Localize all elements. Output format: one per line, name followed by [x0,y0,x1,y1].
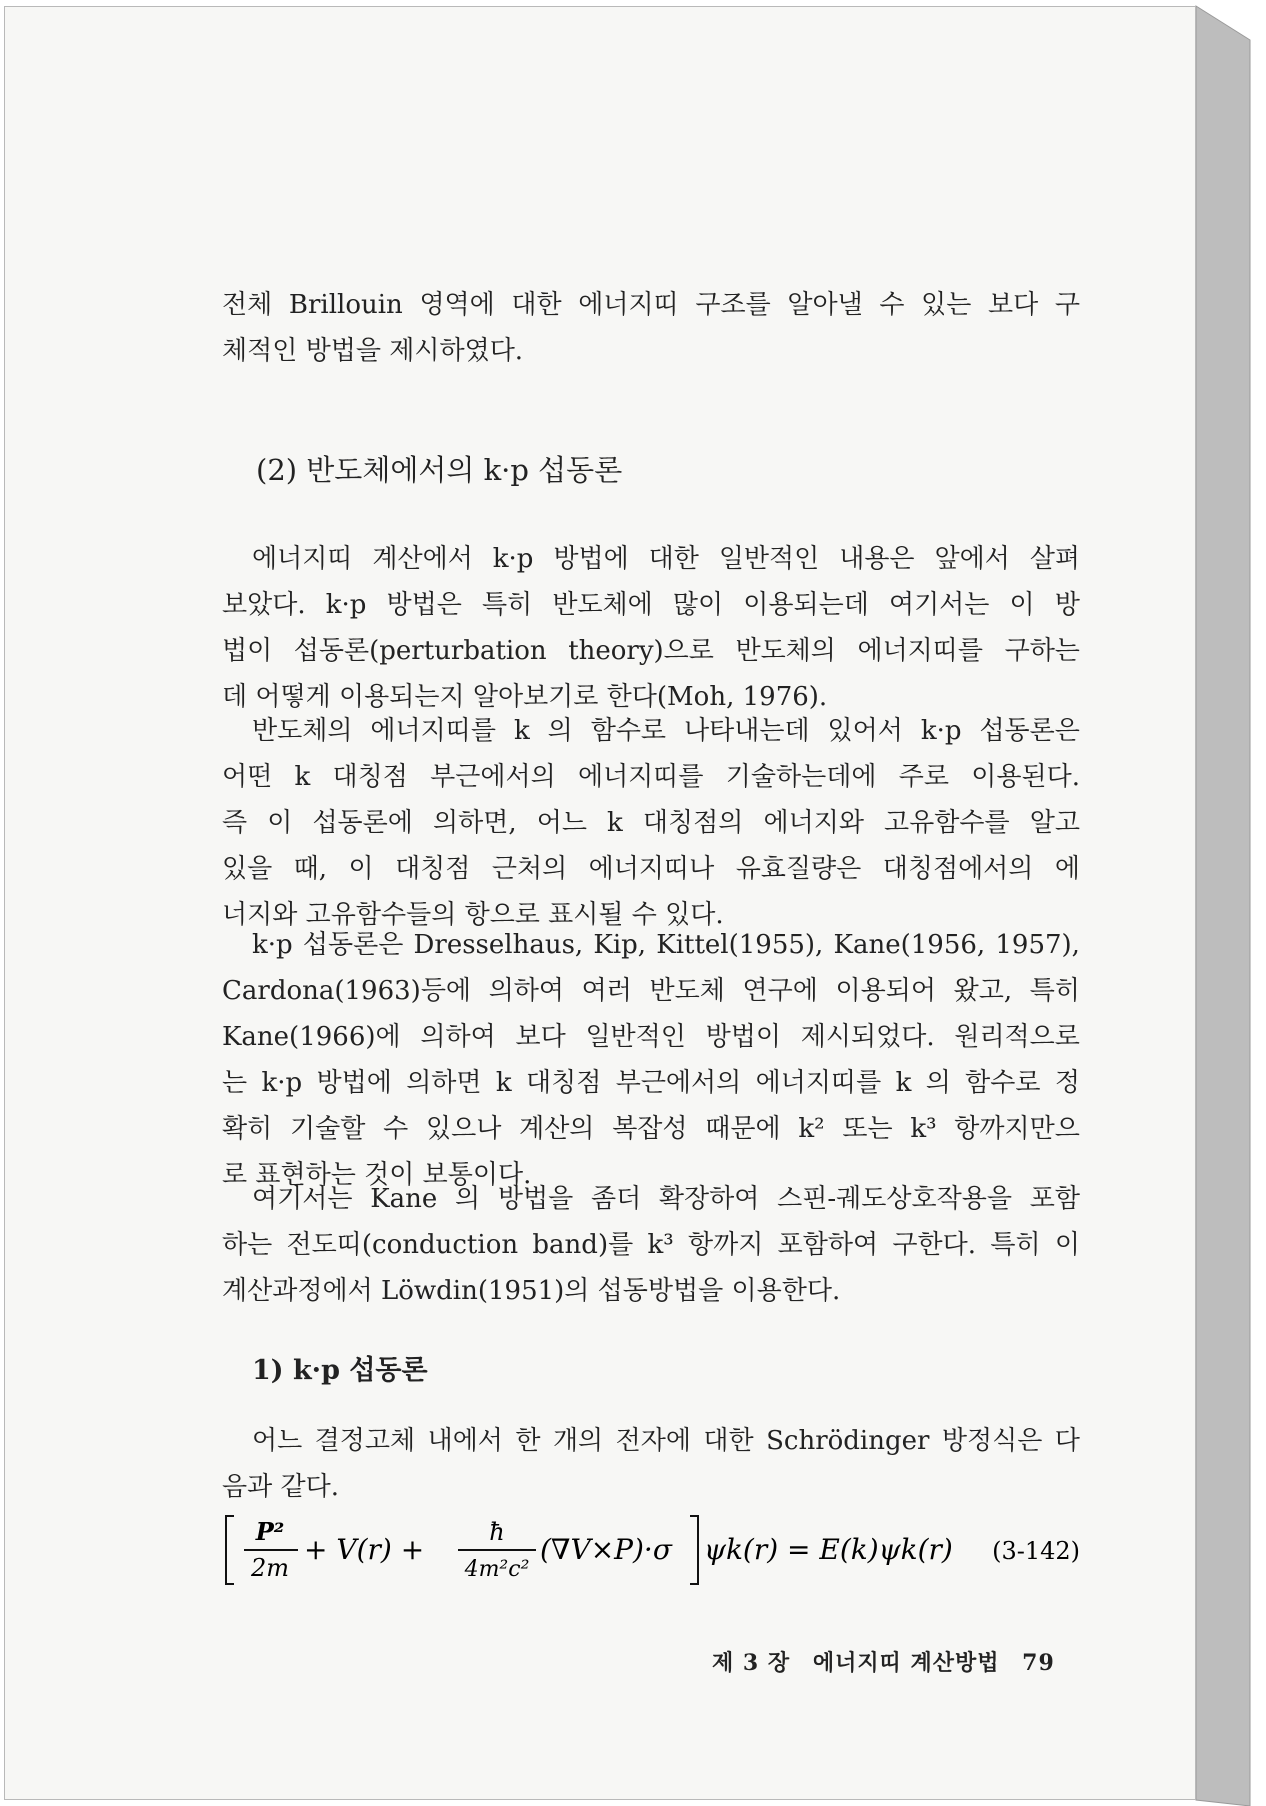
word: 포함하여 [777,1230,879,1260]
footer-chapter: 제 3 장 [712,1650,791,1676]
word: 이용된다. [971,762,1080,792]
word: 제시되었다. [800,1022,935,1052]
word: 전자에 [615,1426,691,1456]
word: 에너지와 [763,808,864,838]
word: 법이 [222,636,273,666]
word: 방법에 [553,544,629,574]
word: 항까지만으 [954,1114,1080,1144]
frac2-denominator: 4m²c² [464,1557,530,1582]
word: 근처의 [491,854,568,884]
word: 대칭점 [526,1068,602,1098]
word: 방정식은 [941,1426,1043,1456]
word: 연구에 [742,976,818,1006]
word: 에너지띠나 [588,854,715,884]
word: k·p [325,590,367,620]
word: Kip, [593,930,647,960]
word: 확히 [222,1114,273,1144]
word: 알아낼 [787,290,863,320]
word: 함수로 [965,1068,1041,1098]
word: 하는 [222,1230,273,1260]
equation-middle: + V(r) + [304,1533,425,1566]
word: 대칭점 [332,762,408,792]
word: 일반적인 [585,1022,686,1052]
word: 에너지띠 [578,290,679,320]
word: 정 [1054,1068,1080,1098]
word: Kane(1966)에 [222,1022,401,1052]
equation-number: (3-142) [992,1537,1080,1565]
word: 때문에 [705,1114,781,1144]
word: 대칭점에서의 [882,854,1034,884]
word: 영역에 [419,290,495,320]
word: 특히 [1029,976,1080,1006]
word: k [294,762,311,792]
word: 여기서는 [252,1184,353,1214]
word: 섭동론은 [302,930,404,960]
frac1-denominator: 2m [250,1554,290,1582]
word: k [513,716,530,746]
word: 한 [515,1426,541,1456]
word: k [607,808,623,838]
word: 포함 [1029,1184,1080,1214]
word: 에너지띠를 [577,762,704,792]
word: 있을 [222,854,273,884]
word: 대칭점의 [642,808,744,838]
word: 내에서 [427,1426,503,1456]
word: 방법이 [705,1022,781,1052]
word: Cardona(1963)등에 [222,976,472,1006]
paragraph-line [222,582,1080,628]
paragraph-line: 계산과정에서 Löwdin(1951)의 섭동방법을 이용한다. [222,1276,841,1306]
subsection-heading: 1) k·p 섭동론 [252,1355,428,1386]
word: k³ [910,1114,937,1144]
word: 여러 [581,976,632,1006]
word: 어느 [536,808,587,838]
word: 에 [1054,854,1080,884]
word: 특히 [990,1230,1041,1260]
paragraph-1 [222,536,1080,720]
intro-paragraph [222,282,1080,374]
word: 즉 [222,808,248,838]
word: 섭동론은 [979,716,1080,746]
word: 반도체의 [735,636,836,666]
word: 의 [925,1068,951,1098]
paragraph-line [222,536,1080,582]
word: 에너지띠 [252,544,353,574]
word: k·p [492,544,534,574]
word: 때, [293,854,328,884]
word: 방 [1054,590,1080,620]
paragraph-line [222,1418,1080,1464]
word: 의하면, [433,808,517,838]
paragraph-line [222,628,1080,674]
word: 있으나 [425,1114,502,1144]
word: 확장하여 [658,1184,760,1214]
word: 복잡성 [612,1114,688,1144]
paragraph-line [222,754,1080,800]
paragraph-2 [222,708,1080,938]
word: 보았다. [222,590,306,620]
word: 함수로 [590,716,667,746]
equation-rhs: ψk(r) = E(k)ψk(r) [704,1533,953,1566]
word: 원리적으로 [954,1022,1080,1052]
running-footer [712,1646,1069,1677]
word: 섭동론(perturbation [293,636,547,666]
word: 주로 [898,762,949,792]
word: band)를 [532,1230,634,1260]
paragraph-line: 음과 같다. [222,1472,339,1502]
word: 대칭점 [395,854,471,884]
word: k [495,1068,512,1098]
word: 구한다. [892,1230,977,1260]
word: 이 [1009,590,1035,620]
footer-title: 에너지띠 계산방법 [812,1650,1000,1676]
word: 개의 [552,1426,604,1456]
word: 앞에서 [934,544,1010,574]
paragraph-line [222,800,1080,846]
word: 의하여 [488,976,565,1006]
word: 여기서는 [888,590,990,620]
paragraph-3 [222,922,1080,1198]
word: 부근에서의 [430,762,556,792]
word: 왔고, [953,976,1013,1006]
word: theory)으로 [568,636,714,666]
word: 에너지띠를 [755,1068,882,1098]
word: 스핀-궤도상호작용을 [777,1184,1012,1214]
word: 구 [1054,290,1080,320]
word: 의 [455,1184,481,1214]
page-number: 79 [1022,1650,1055,1676]
paragraph-line [222,1014,1080,1060]
word: Schrödinger [766,1426,930,1456]
word: 어느 [252,1426,303,1456]
word: 방법은 [386,590,462,620]
word: k·p [920,716,962,746]
word: 반도체에 [552,590,653,620]
paragraph-line [222,708,1080,754]
word: 있는 [921,290,972,320]
word: 많이 [672,590,724,620]
word: 보다 [987,290,1039,320]
word: 는 [222,1068,248,1098]
word: 나타내는데 [684,716,810,746]
word: Dresselhaus, [413,930,584,960]
word: 전체 [222,290,273,320]
paragraph-line [222,1222,1080,1268]
word: Kane(1956, [833,930,986,960]
word: Kane [370,1184,438,1214]
word: 유효질량은 [735,854,862,884]
word: 있어서 [827,716,903,746]
word: 부근에서의 [615,1068,742,1098]
final-paragraph [222,1418,1080,1510]
paragraph-4 [222,1176,1080,1314]
word: k² [798,1114,825,1144]
word: 의하여 [420,1022,496,1052]
section-heading: (2) 반도체에서의 k·p 섭동론 [256,453,623,487]
word: Brillouin [288,290,403,320]
word: 구하는 [1004,636,1080,666]
word: 어떤 [222,762,273,792]
word: 내용은 [839,544,915,574]
word: 수 [383,1114,409,1144]
word: 좀더 [590,1184,642,1214]
word: 수 [879,290,905,320]
word: 또는 [842,1114,893,1144]
word: 이 [1054,1230,1080,1260]
word: 알고 [1029,808,1080,838]
frac1-numerator: P² [255,1517,285,1546]
word: Kittel(1955), [656,930,824,960]
paragraph-line [222,922,1080,968]
intro-line-1 [222,282,1080,328]
paragraph-line [222,968,1080,1014]
word: 항까지 [687,1230,764,1260]
word: 구조를 [695,290,771,320]
word: 1957), [995,930,1080,960]
word: 특히 [481,590,533,620]
word: 고유함수를 [884,808,1010,838]
word: k·p [261,1068,303,1098]
paragraph-line [222,1060,1080,1106]
word: 방법을 [497,1184,574,1214]
word: 계산의 [519,1114,595,1144]
paragraph-line [222,846,1080,892]
word: 전도띠(conduction [286,1230,519,1260]
word: 에너지띠를 [370,716,496,746]
word: k·p [252,930,293,960]
schrodinger-equation [222,1510,1082,1590]
word: 의 [547,716,573,746]
paragraph-line [222,1106,1080,1152]
word: 보다 [515,1022,566,1052]
word: 계산에서 [372,544,473,574]
paragraph-line: 로 표현하는 것이 보통이다. [222,1160,532,1190]
word: 이용되는데 [743,590,869,620]
word: 방법에 [316,1068,392,1098]
equation-operator-term: (∇V×P)·σ [540,1533,672,1566]
word: k³ [647,1230,674,1260]
word: 이용되어 [835,976,936,1006]
word: 반도체 [649,976,725,1006]
word: 대한 [511,290,562,320]
word: 다 [1054,1426,1080,1456]
paragraph-line: 너지와 고유함수들의 항으로 표시될 수 있다. [222,900,724,930]
intro-line-2: 체적인 방법을 제시하였다. [222,336,524,366]
word: k [895,1068,912,1098]
word: 기술할 [289,1114,366,1144]
paragraph-line: 데 어떻게 이용되는지 알아보기로 한다(Moh, 1976). [222,682,828,712]
word: 살펴 [1029,544,1080,574]
word: 반도체의 [252,716,353,746]
paragraph-line [222,1176,1080,1222]
word: 의하면 [406,1068,482,1098]
word: 섭동론에 [312,808,413,838]
word: 결정고체 [314,1426,416,1456]
word: 대한 [703,1426,754,1456]
frac2-numerator: ħ [489,1518,505,1546]
word: 에너지띠를 [857,636,984,666]
word: 이 [267,808,293,838]
word: 이 [348,854,374,884]
word: 기술하는데에 [725,762,877,792]
word: 일반적인 [718,544,820,574]
word: 대한 [648,544,699,574]
